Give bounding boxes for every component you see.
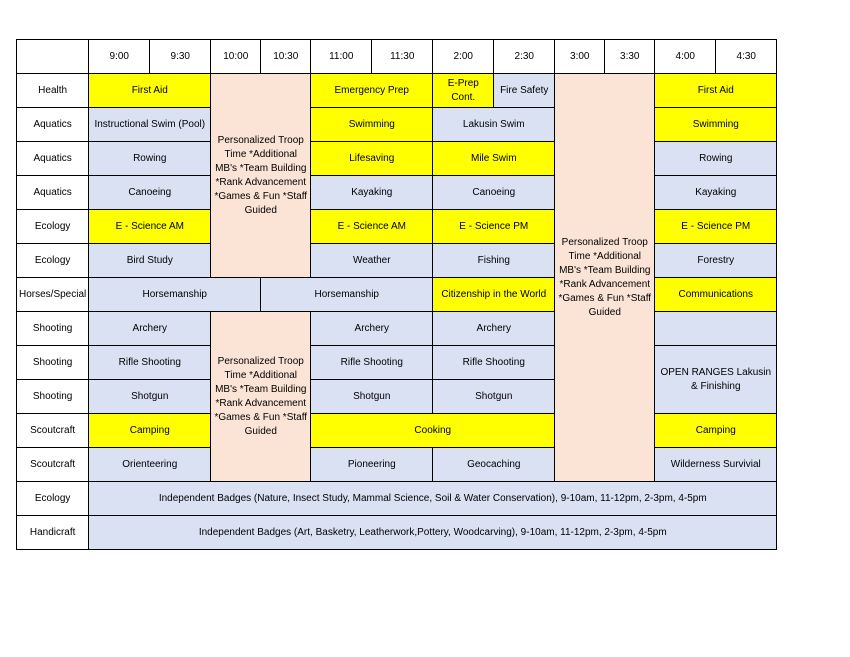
header-row	[17, 40, 777, 74]
table-row	[17, 516, 777, 550]
activity-cell: E - Science AM	[89, 210, 211, 244]
activity-cell: E - Science PM	[655, 210, 777, 244]
time-header: 3:00	[555, 40, 605, 74]
activity-cell: Camping	[89, 414, 211, 448]
personalized-troop-time-block: Personalized Troop Time *Additional MB's *Team Building *Rank Advancement *Games & Fun *Staff Guided	[211, 312, 311, 482]
table-row	[17, 482, 777, 516]
department-cell: Ecology	[17, 210, 89, 244]
table-row	[17, 210, 777, 244]
time-header: 10:30	[261, 40, 311, 74]
activity-cell: E - Science AM	[311, 210, 433, 244]
department-cell: Aquatics	[17, 108, 89, 142]
activity-cell: Horsemanship	[261, 278, 433, 312]
corner-cell	[17, 40, 89, 74]
activity-cell: Citizenship in the World	[433, 278, 555, 312]
activity-cell: Fishing	[433, 244, 555, 278]
activity-cell: Cooking	[311, 414, 555, 448]
department-cell: Scoutcraft	[17, 414, 89, 448]
department-cell: Shooting	[17, 346, 89, 380]
department-cell: Scoutcraft	[17, 448, 89, 482]
table-row	[17, 312, 777, 346]
table-row	[17, 74, 777, 108]
activity-cell: Swimming	[655, 108, 777, 142]
table-row	[17, 278, 777, 312]
personalized-troop-time-block: Personalized Troop Time *Additional MB's *Team Building *Rank Advancement *Games & Fun *Staff Guided	[211, 74, 311, 278]
time-header: 11:30	[372, 40, 433, 74]
activity-cell: Wilderness Survivial	[655, 448, 777, 482]
activity-cell: Shotgun	[89, 380, 211, 414]
activity-cell: First Aid	[655, 74, 777, 108]
independent-badges-cell: Independent Badges (Art, Basketry, Leatherwork,Pottery, Woodcarving), 9-10am, 11-12pm, 2-3pm, 4-5pm	[89, 516, 777, 550]
time-header: 4:30	[716, 40, 777, 74]
activity-cell: First Aid	[89, 74, 211, 108]
activity-cell: Horsemanship	[89, 278, 261, 312]
department-cell: Shooting	[17, 380, 89, 414]
activity-cell: Archery	[89, 312, 211, 346]
table-row	[17, 244, 777, 278]
open-ranges-cell: OPEN RANGES Lakusin & Finishing	[655, 346, 777, 414]
activity-cell: Rifle Shooting	[311, 346, 433, 380]
activity-cell: Weather	[311, 244, 433, 278]
activity-cell: Archery	[433, 312, 555, 346]
department-cell: Horses/Special	[17, 278, 89, 312]
time-header: 4:00	[655, 40, 716, 74]
activity-cell: Pioneering	[311, 448, 433, 482]
activity-cell: Swimming	[311, 108, 433, 142]
independent-badges-cell: Independent Badges (Nature, Insect Study, Mammal Science, Soil & Water Conservation), 9-10am, 11-12pm, 2-3pm, 4-5pm	[89, 482, 777, 516]
activity-cell: Camping	[655, 414, 777, 448]
activity-cell: Rowing	[655, 142, 777, 176]
time-header: 9:30	[150, 40, 211, 74]
time-header: 11:00	[311, 40, 372, 74]
table-row	[17, 108, 777, 142]
activity-cell: Lakusin Swim	[433, 108, 555, 142]
activity-cell: E-Prep Cont.	[433, 74, 494, 108]
department-cell: Handicraft	[17, 516, 89, 550]
department-cell: Aquatics	[17, 142, 89, 176]
activity-cell: Canoeing	[433, 176, 555, 210]
department-cell: Shooting	[17, 312, 89, 346]
activity-cell: Kayaking	[311, 176, 433, 210]
activity-cell: Fire Safety	[494, 74, 555, 108]
activity-cell: Geocaching	[433, 448, 555, 482]
table-row	[17, 346, 777, 380]
time-header: 2:30	[494, 40, 555, 74]
activity-cell: Rowing	[89, 142, 211, 176]
activity-cell	[655, 312, 777, 346]
time-header: 10:00	[211, 40, 261, 74]
activity-cell: Communications	[655, 278, 777, 312]
department-cell: Ecology	[17, 482, 89, 516]
time-header: 9:00	[89, 40, 150, 74]
table-row	[17, 448, 777, 482]
activity-cell: Lifesaving	[311, 142, 433, 176]
activity-cell: Shotgun	[311, 380, 433, 414]
activity-cell: Kayaking	[655, 176, 777, 210]
activity-cell: Orienteering	[89, 448, 211, 482]
department-cell: Ecology	[17, 244, 89, 278]
table-row	[17, 414, 777, 448]
table-row	[17, 142, 777, 176]
activity-cell: Rifle Shooting	[433, 346, 555, 380]
department-cell: Health	[17, 74, 89, 108]
time-header: 3:30	[605, 40, 655, 74]
camp-schedule-table	[16, 39, 777, 550]
activity-cell: Instructional Swim (Pool)	[89, 108, 211, 142]
activity-cell: Forestry	[655, 244, 777, 278]
table-row	[17, 176, 777, 210]
activity-cell: Canoeing	[89, 176, 211, 210]
activity-cell: Mile Swim	[433, 142, 555, 176]
department-cell: Aquatics	[17, 176, 89, 210]
activity-cell: Emergency Prep	[311, 74, 433, 108]
activity-cell: Rifle Shooting	[89, 346, 211, 380]
activity-cell: Archery	[311, 312, 433, 346]
time-header: 2:00	[433, 40, 494, 74]
activity-cell: Shotgun	[433, 380, 555, 414]
activity-cell: E - Science PM	[433, 210, 555, 244]
activity-cell: Bird Study	[89, 244, 211, 278]
personalized-troop-time-block: Personalized Troop Time *Additional MB's *Team Building *Rank Advancement *Games & Fun *Staff Guided	[555, 74, 655, 482]
